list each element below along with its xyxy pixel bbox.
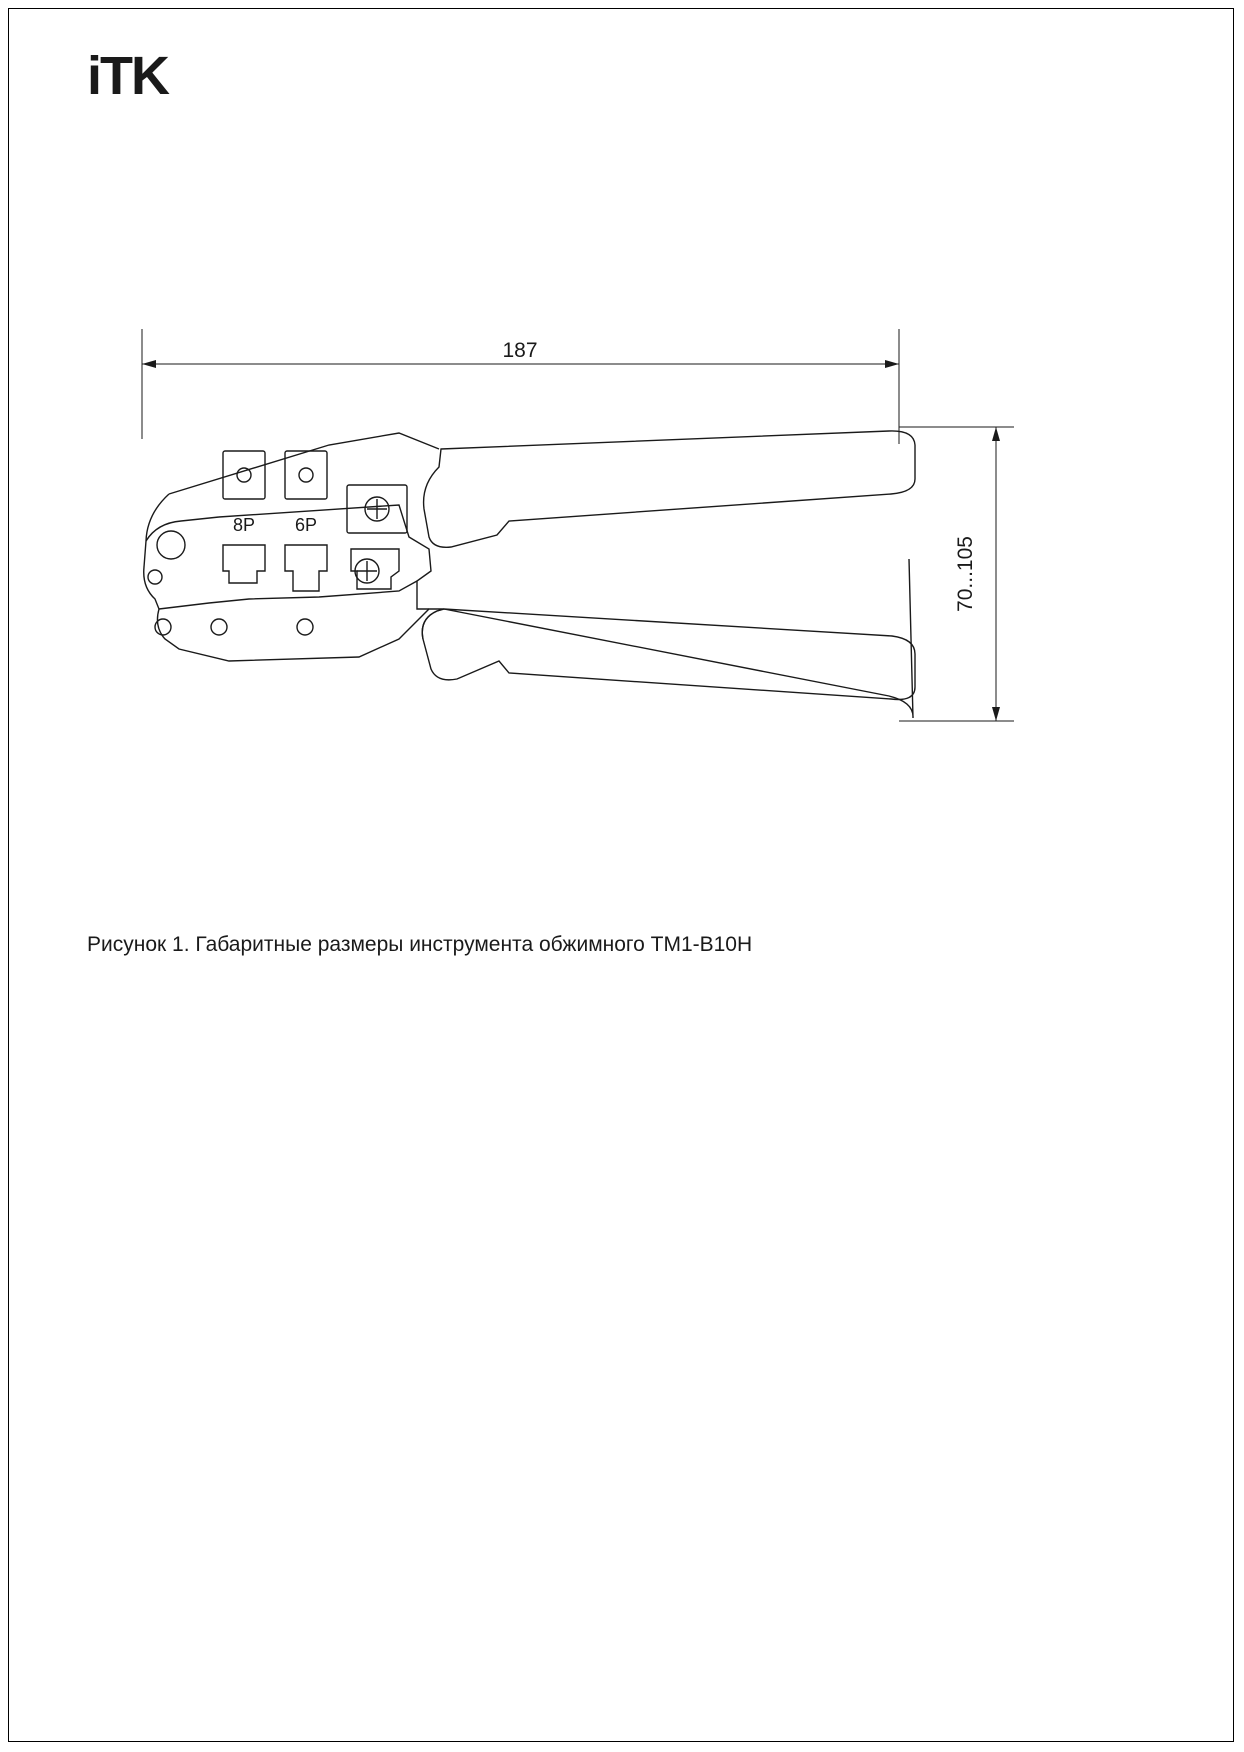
tool-upper-handle	[424, 431, 915, 547]
figure-drawing	[99, 309, 1099, 789]
figure-caption: Рисунок 1. Габаритные размеры инструмента обжимного TM1-B10H	[87, 933, 753, 956]
label-8p: 8P	[232, 515, 256, 535]
dimension-height-label: 70...105	[954, 536, 977, 612]
label-6p: 6P	[294, 515, 318, 535]
itk-logo: iTK	[87, 46, 168, 106]
dimension-length-label: 187	[502, 339, 538, 362]
tool-head-body	[144, 433, 444, 661]
tool-lower-handle	[422, 559, 915, 718]
document-page	[8, 8, 1234, 1742]
crimping-tool-drawing	[99, 309, 1099, 789]
